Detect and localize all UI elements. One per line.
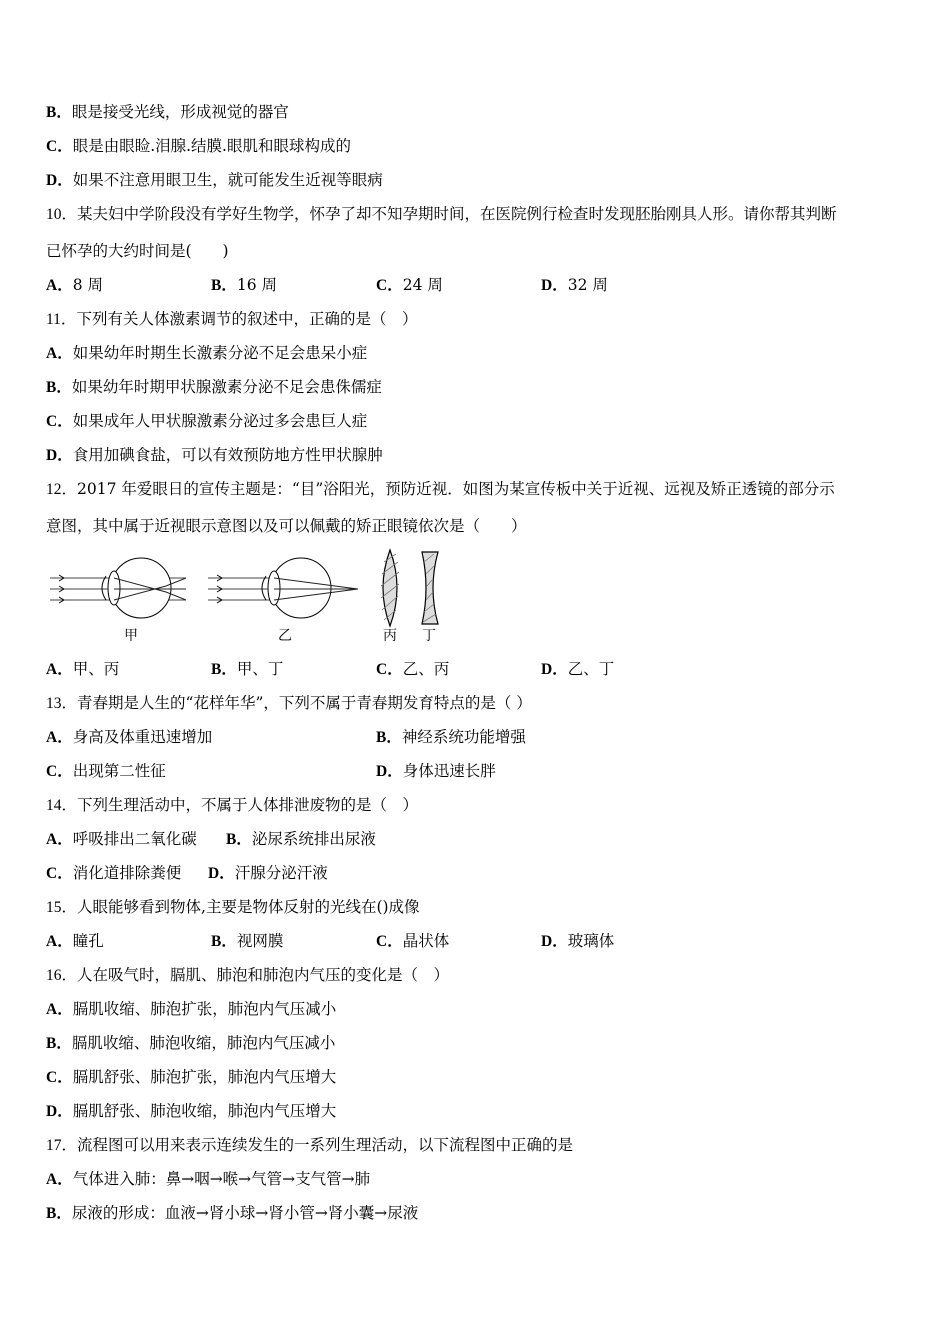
q14-option-d: D．汗腺分泌汗液 xyxy=(208,864,328,882)
q16-option-c: C．膈肌舒张、肺泡扩张，肺泡内气压增大 xyxy=(46,1068,337,1086)
q16-stem: 16．人在吸气时，膈肌、肺泡和肺泡内气压的变化是（ ） xyxy=(46,966,450,984)
eye-yi-diagram xyxy=(208,558,358,618)
label-jia: 甲 xyxy=(124,628,138,644)
convex-lens-bing xyxy=(381,550,399,626)
q15-option-d: D．玻璃体 xyxy=(541,932,615,950)
q13-stem: 13．青春期是人生的“花样年华”，下列不属于青春期发育特点的是（ ） xyxy=(46,694,532,712)
q14-option-b: B．泌尿系统排出尿液 xyxy=(226,830,376,848)
q11-option-a: A．如果幼年时期生长激素分泌不足会患呆小症 xyxy=(46,344,368,362)
q13-option-d: D．身体迅速长胖 xyxy=(376,762,496,780)
q14-option-a: A．呼吸排出二氧化碳 xyxy=(46,830,197,848)
label-yi: 乙 xyxy=(278,628,292,644)
q13-option-a: A．身高及体重迅速增加 xyxy=(46,728,213,746)
q14-stem: 14．下列生理活动中，不属于人体排泄废物的是（ ） xyxy=(46,796,419,814)
q12-option-c: C．乙、丙 xyxy=(376,660,450,678)
eye-jia-diagram xyxy=(50,558,186,618)
q9-option-c: C．眼是由眼睑.泪腺.结膜.眼肌和眼球构成的 xyxy=(46,137,351,155)
q10-stem-line2: 已怀孕的大约时间是( ) xyxy=(46,242,229,260)
q15-stem: 15．人眼能够看到物体,主要是物体反射的光线在()成像 xyxy=(46,898,420,916)
label-ding: 丁 xyxy=(422,628,436,644)
q16-option-a: A．膈肌收缩、肺泡扩张，肺泡内气压减小 xyxy=(46,1000,337,1018)
q9-option-d: D．如果不注意用眼卫生，就可能发生近视等眼病 xyxy=(46,171,383,189)
q12-option-d: D．乙、丁 xyxy=(541,660,615,678)
concave-lens-ding xyxy=(422,552,438,624)
q15-option-b: B．视网膜 xyxy=(211,932,284,950)
q13-option-c: C．出现第二性征 xyxy=(46,762,166,780)
eye-diagram xyxy=(46,548,466,628)
q12-option-b: B．甲、丁 xyxy=(211,660,284,678)
q12-stem-line1: 12．2017 年爱眼日的宣传主题是：“目”浴阳光，预防近视．如图为某宣传板中关于近视、远视及矫正透镜的部分示 xyxy=(46,480,835,498)
q10-option-c: C．24 周 xyxy=(376,276,443,294)
q17-option-b: B．尿液的形成：血液→肾小球→肾小管→肾小囊→尿液 xyxy=(46,1204,419,1222)
q13-option-b: B．神经系统功能增强 xyxy=(376,728,526,746)
q9-option-b: B．眼是接受光线，形成视觉的器官 xyxy=(46,103,289,121)
q11-option-c: C．如果成年人甲状腺激素分泌过多会患巨人症 xyxy=(46,412,368,430)
q16-option-b: B．膈肌收缩、肺泡收缩，肺泡内气压减小 xyxy=(46,1034,336,1052)
q10-stem-line1: 10．某夫妇中学阶段没有学好生物学，怀孕了却不知孕期时间，在医院例行检查时发现胚胎刚具人形。请你帮其判断 xyxy=(46,205,837,223)
eye-lens-figure xyxy=(46,548,466,648)
q17-option-a: A．气体进入肺：鼻→咽→喉→气管→支气管→肺 xyxy=(46,1170,371,1188)
label-bing: 丙 xyxy=(383,628,397,644)
q10-option-b: B．16 周 xyxy=(211,276,277,294)
q14-option-c: C．消化道排除粪便 xyxy=(46,864,182,882)
q15-option-c: C．晶状体 xyxy=(376,932,450,950)
q10-option-a: A．8 周 xyxy=(46,276,103,294)
q11-stem: 11．下列有关人体激素调节的叙述中，正确的是（ ） xyxy=(46,310,418,328)
q10-option-d: D．32 周 xyxy=(541,276,608,294)
q16-option-d: D．膈肌舒张、肺泡收缩，肺泡内气压增大 xyxy=(46,1102,337,1120)
q12-option-a: A．甲、丙 xyxy=(46,660,120,678)
q17-stem: 17．流程图可以用来表示连续发生的一系列生理活动，以下流程图中正确的是 xyxy=(46,1136,574,1154)
q12-stem-line2: 意图，其中属于近视眼示意图以及可以佩戴的矫正眼镜依次是（ ） xyxy=(46,517,527,535)
q15-option-a: A．瞳孔 xyxy=(46,932,104,950)
q11-option-d: D．食用加碘食盐，可以有效预防地方性甲状腺肿 xyxy=(46,446,383,464)
q11-option-b: B．如果幼年时期甲状腺激素分泌不足会患侏儒症 xyxy=(46,378,382,396)
